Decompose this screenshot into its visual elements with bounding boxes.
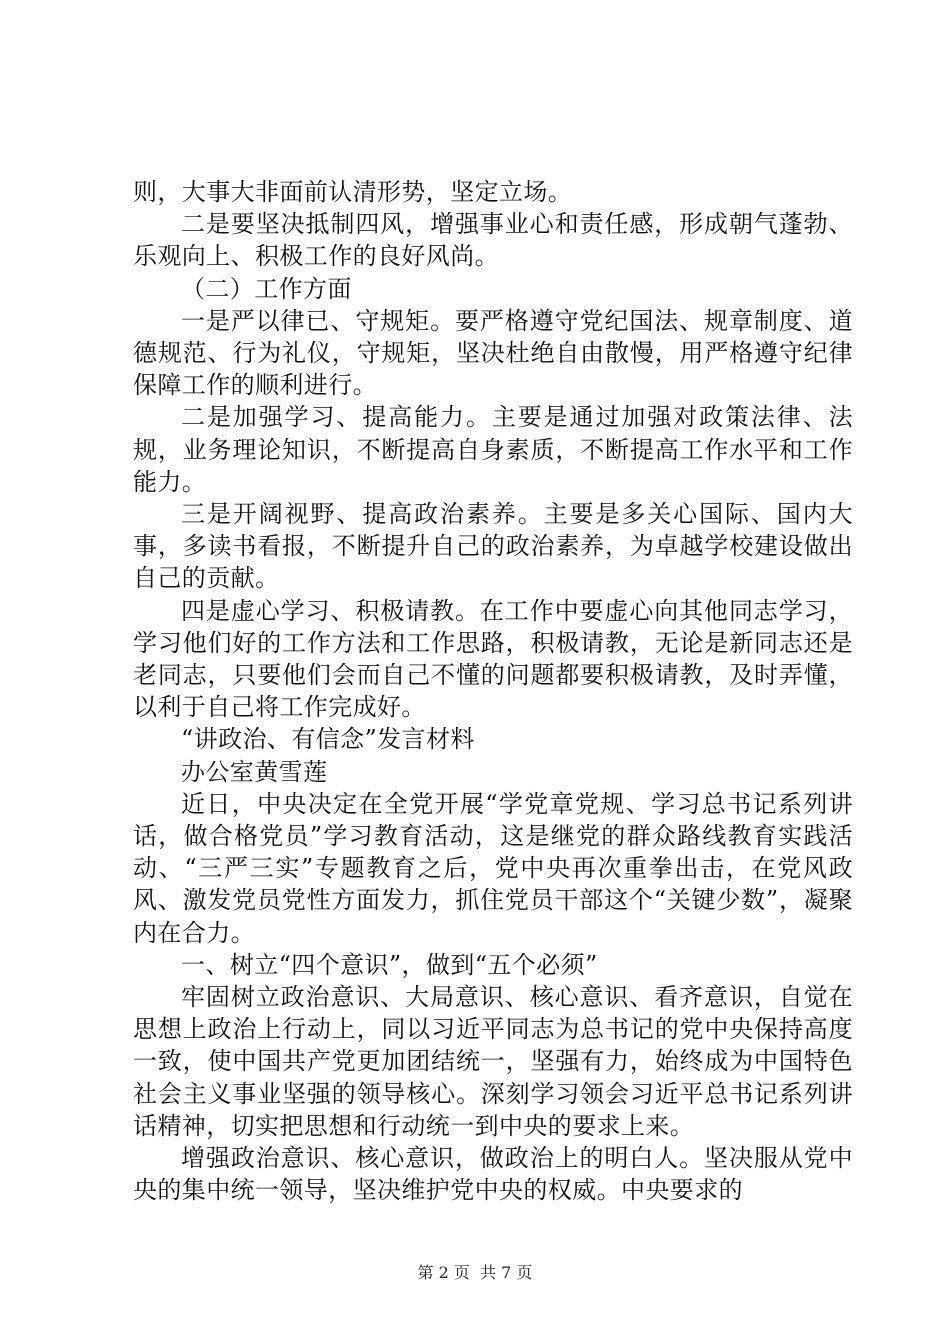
paragraph-work-point-three: 三是开阔视野、提高政治素养。主要是多关心国际、国内大事，多读书看报，不断提升自己的政治素养，为卓越学校建设做出自己的贡献。 <box>133 500 853 593</box>
paragraph-work-point-one: 一是严以律已、守规矩。要严格遵守党纪国法、规章制度、道德规范、行为礼仪，守规矩，坚决杜绝自由散慢，用严格遵守纪律保障工作的顺利进行。 <box>133 306 853 400</box>
document-body <box>133 176 853 1207</box>
paragraph-work-point-two: 二是加强学习、提高能力。主要是通过加强对政策法律、法规，业务理论知识，不断提高自身素质，不断提高工作水平和工作能力。 <box>133 403 853 496</box>
paragraph-continuation: 则，大事大非面前认清形势，坚定立场。 <box>133 178 573 206</box>
section-heading-four-consciousness: 一、树立“四个意识”，做到“五个必须” <box>181 950 598 979</box>
speech-title: “讲政治、有信念”发言材料 <box>181 725 475 754</box>
paragraph-political-awareness: 增强政治意识、核心意识，做政治上的明白人。坚决服从党中央的集中统一领导，坚决维护党中央的权威。中央要求的 <box>133 1144 853 1205</box>
paragraph-work-point-four: 四是虚心学习、积极请教。在工作中要虚心向其他同志学习，学习他们好的工作方法和工作思路，积极请教，无论是新同志还是老同志，只要他们会而自己不懂的问题都要积极请教，及时弄懂，以利于自己将工作完成好。 <box>133 596 853 722</box>
paragraph-consciousness: 牢固树立政治意识、大局意识、核心意识、看齐意识，自觉在思想上政治上行动上，同以习近平同志为总书记的党中央保持高度一致，使中国共产党更加团结统一，坚强有力，始终成为中国特色社会主义事业坚强的领导核心。深刻学习领会习近平总书记系列讲话精神，切实把思想和行动统一到中央的要求上来。 <box>133 983 853 1140</box>
speech-author: 办公室黄雪莲 <box>181 757 328 786</box>
page-number-label: 第 2 页 共 7 页 <box>417 1263 533 1282</box>
section-heading-work: （二）工作方面 <box>181 274 352 303</box>
page-footer <box>0 1263 950 1283</box>
paragraph-point-two-four-winds: 二是要坚决抵制四风，增强事业心和责任感，形成朝气蓬勃、乐观向上、积极工作的良好风尚。 <box>133 210 853 271</box>
paragraph-intro: 近日，中央决定在全党开展“学党章党规、学习总书记系列讲话，做合格党员”学习教育活动，这是继党的群众路线教育实践活动、“三严三实”专题教育之后，党中央再次重拳出击，在党风政风、激发党员党性方面发力，抓住党员干部这个“关键少数”，凝聚内在合力。 <box>133 789 853 947</box>
